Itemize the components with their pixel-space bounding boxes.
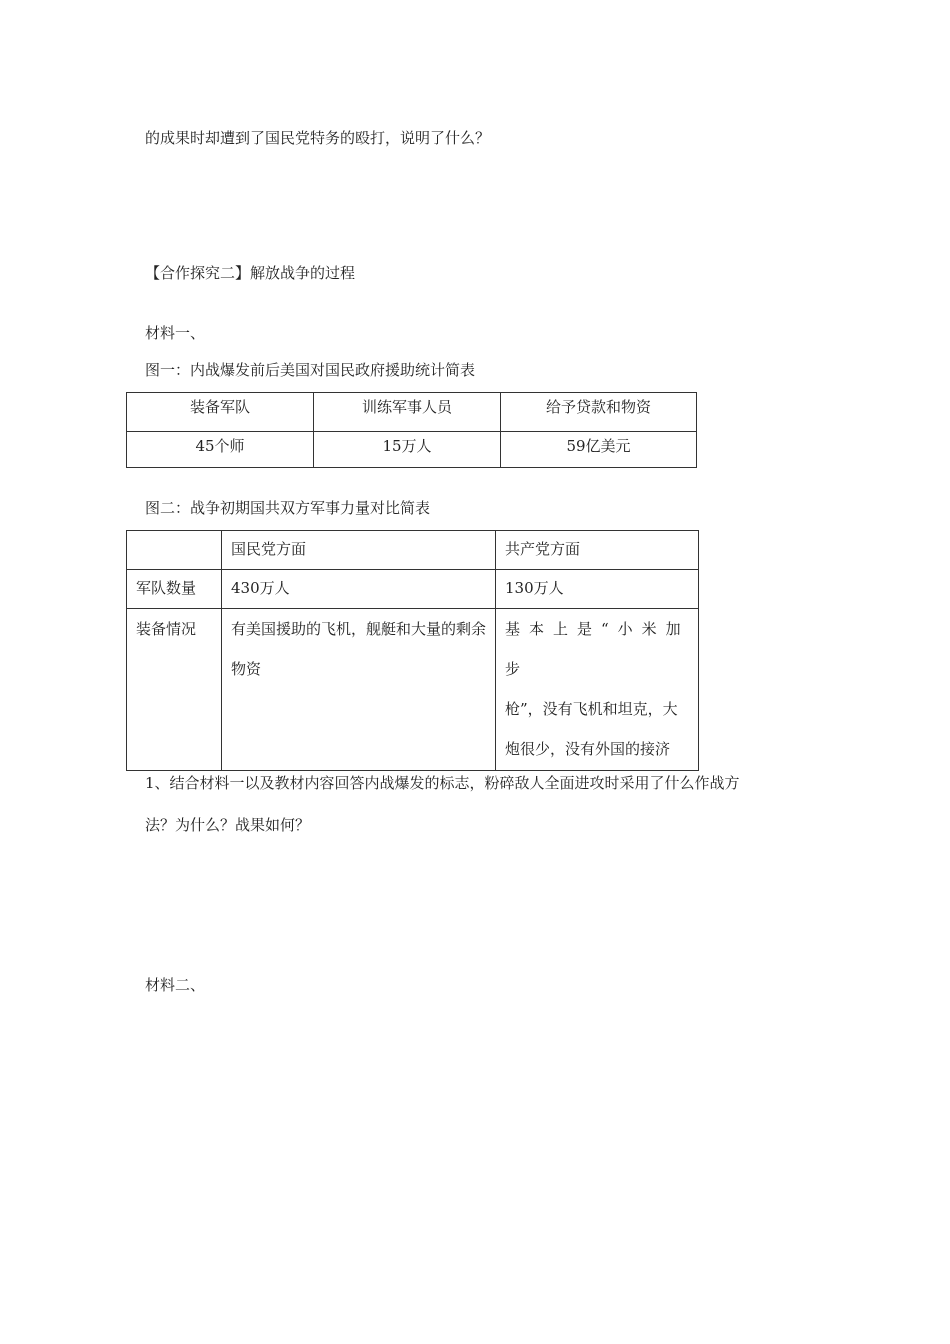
table-header-cell: 给予贷款和物资 [501, 393, 697, 432]
table-header-cell: 共产党方面 [496, 531, 699, 570]
table-row [127, 609, 699, 771]
intro-line: 的成果时却遭到了国民党特务的殴打，说明了什么？ [145, 129, 491, 147]
material1-label: 材料一、 [145, 324, 206, 342]
table-header-cell: 国民党方面 [222, 531, 496, 570]
figure1-caption: 图一：内战爆发前后美国对国民政府援助统计简表 [145, 361, 476, 379]
row-label: 军队数量 [127, 570, 222, 609]
table-cell: 130万人 [496, 570, 699, 609]
table-cell: 15万人 [314, 432, 501, 468]
question1-line1: 1、结合材料一以及教材内容回答内战爆发的标志，粉碎敌人全面进攻时采用了什么作战方 [145, 774, 740, 792]
table-cell-line: 基本上是“小米加步 [505, 620, 690, 678]
table-cell: 59亿美元 [501, 432, 697, 468]
table-cell-text: 枪”，没有飞机和坦克，大炮很少，没有外国的接济 [505, 700, 678, 758]
table-cell: 430万人 [222, 570, 496, 609]
table-header-cell [127, 531, 222, 570]
table-row [127, 432, 697, 468]
table-row [127, 393, 697, 432]
table-row [127, 570, 699, 609]
table-cell [496, 609, 699, 771]
section-title: 【合作探究二】解放战争的过程 [145, 264, 356, 282]
military-strength-table [126, 530, 699, 771]
table-header-cell: 训练军事人员 [314, 393, 501, 432]
material2-label: 材料二、 [145, 976, 206, 994]
row-label: 装备情况 [127, 609, 222, 771]
table-row [127, 531, 699, 570]
figure2-caption: 图二：战争初期国共双方军事力量对比简表 [145, 499, 431, 517]
table-header-cell: 装备军队 [127, 393, 314, 432]
table-cell: 有美国援助的飞机，舰艇和大量的剩余物资 [222, 609, 496, 771]
question1-line2: 法？为什么？战果如何？ [145, 816, 311, 834]
us-aid-table [126, 392, 697, 468]
table-cell: 45个师 [127, 432, 314, 468]
